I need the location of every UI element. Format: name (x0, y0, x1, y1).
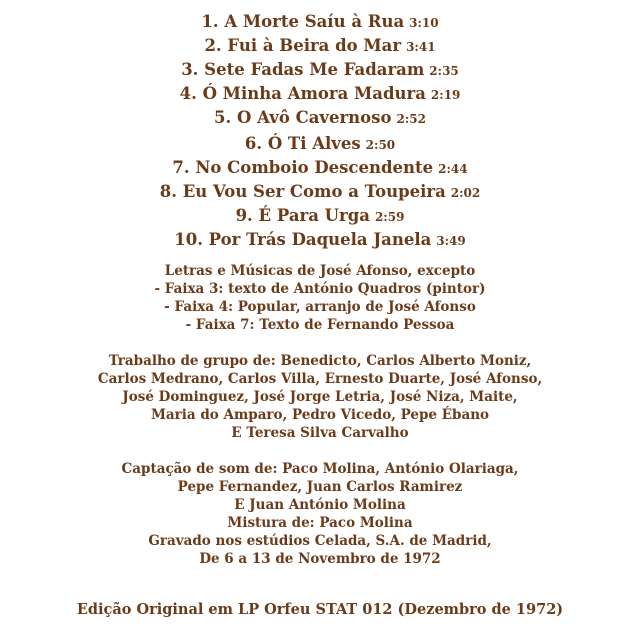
track-row (0, 106, 640, 130)
recording-line: Captação de som de: Paco Molina, António Olariaga, (121, 461, 519, 477)
group-line: Maria do Amparo, Pedro Vicedo, Pepe Ébano (150, 407, 490, 423)
track-row (0, 132, 640, 156)
track-title: 4. Ó Minha Amora Madura (179, 84, 426, 103)
track-row (0, 58, 640, 82)
track-duration: 2:02 (450, 186, 481, 200)
track-title: 8. Eu Vou Ser Como a Toupeira (159, 182, 446, 201)
tracklist-part-2 (0, 132, 640, 252)
group-line: E Teresa Silva Carvalho (231, 425, 409, 441)
edition-note: Edição Original em LP Orfeu STAT 012 (Dezembro de 1972) (76, 601, 564, 618)
track-row (0, 228, 640, 252)
track-row (0, 180, 640, 204)
track-title: 3. Sete Fadas Me Fadaram (181, 60, 425, 79)
track-row (0, 34, 640, 58)
track-row (0, 10, 640, 34)
group-work-credits (0, 352, 640, 442)
credit-line: - Faixa 4: Popular, arranjo de José Afonso (164, 299, 476, 315)
track-title: 6. Ó Ti Alves (244, 134, 361, 153)
credit-line: - Faixa 3: texto de António Quadros (pintor) (154, 281, 486, 297)
recording-line: E Juan António Molina (234, 497, 406, 513)
group-line: Trabalho de grupo de: Benedicto, Carlos Alberto Moniz, (108, 353, 532, 369)
songwriting-credits (0, 262, 640, 334)
track-row (0, 82, 640, 106)
group-line: Carlos Medrano, Carlos Villa, Ernesto Duarte, José Afonso, (97, 371, 543, 387)
track-duration: 2:35 (429, 64, 459, 78)
track-row (0, 156, 640, 180)
track-row (0, 204, 640, 228)
track-duration: 3:10 (409, 16, 439, 30)
track-duration: 3:41 (406, 40, 436, 54)
track-duration: 2:44 (438, 162, 468, 176)
track-title: 2. Fui à Beira do Mar (204, 36, 402, 55)
recording-line: Mistura de: Paco Molina (227, 515, 413, 531)
group-line: José Dominguez, José Jorge Letria, José Niza, Maite, (122, 389, 518, 405)
tracklist-part-1 (0, 10, 640, 130)
track-title: 10. Por Trás Daquela Janela (174, 230, 432, 249)
track-duration: 3:49 (436, 234, 466, 248)
credit-line: - Faixa 7: Texto de Fernando Pessoa (185, 317, 455, 333)
credit-line: Letras e Músicas de José Afonso, excepto (164, 263, 476, 279)
track-duration: 2:19 (430, 88, 461, 102)
track-duration: 2:59 (374, 210, 405, 224)
recording-credits (0, 460, 640, 568)
track-duration: 2:50 (365, 138, 396, 152)
recording-line: De 6 a 13 de Novembro de 1972 (199, 551, 441, 567)
recording-line: Pepe Fernandez, Juan Carlos Ramirez (177, 479, 463, 495)
track-title: 9. É Para Urga (235, 206, 370, 225)
track-duration: 2:52 (396, 112, 426, 126)
track-title: 7. No Comboio Descendente (172, 158, 434, 177)
track-title: 1. A Morte Saíu à Rua (201, 12, 405, 31)
recording-line: Gravado nos estúdios Celada, S.A. de Madrid, (148, 533, 492, 549)
track-title: 5. O Avô Cavernoso (214, 108, 392, 127)
